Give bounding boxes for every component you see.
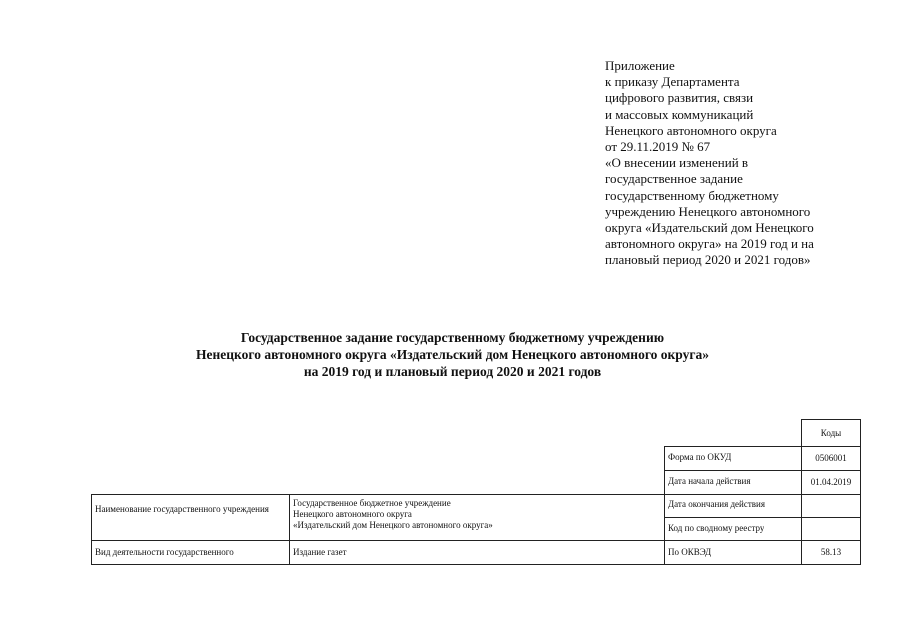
- registry-code-cell: [801, 517, 861, 540]
- appendix-line: цифрового развития, связи: [605, 90, 754, 106]
- title-line: Ненецкого автономного округа «Издательский дом Ненецкого автономного округа»: [196, 347, 709, 362]
- appendix-line: автономного округа» на 2019 год и на: [605, 236, 814, 252]
- institution-name-line: Государственное бюджетное учреждение: [293, 498, 451, 508]
- end-date-code-cell: [801, 494, 861, 517]
- appendix-line: Приложение: [605, 58, 675, 73]
- institution-name-label: Наименование государственного учреждения: [95, 504, 269, 514]
- title-line: на 2019 год и плановый период 2020 и 2021 годов: [303, 364, 602, 379]
- appendix-line: и массовых коммуникаций: [605, 106, 754, 122]
- start-date-code-cell: [801, 470, 861, 494]
- codes-header-cell: [801, 419, 861, 446]
- okud-label: Форма по ОКУД: [668, 452, 732, 462]
- activity-label: Вид деятельности государственного: [95, 547, 234, 557]
- appendix-line: Ненецкого автономного округа: [605, 122, 777, 138]
- start-date-label: Дата начала действия: [668, 476, 751, 486]
- okved-label: По ОКВЭД: [668, 547, 712, 557]
- title-line: Государственное задание государственному бюджетному учреждению: [240, 330, 665, 345]
- registry-label: Код по сводному реестру: [668, 523, 765, 533]
- appendix-block: [605, 58, 895, 269]
- codes-header: Коды: [820, 428, 842, 438]
- end-date-label: Дата окончания действия: [668, 499, 765, 509]
- document-title: [0, 329, 905, 380]
- appendix-line: округа «Издательский дом Ненецкого: [605, 220, 814, 236]
- okved-code-cell: [801, 540, 861, 565]
- institution-name-value: [293, 498, 663, 531]
- start-date-value: 01.04.2019: [810, 477, 852, 487]
- appendix-line: учреждению Ненецкого автономного: [605, 203, 811, 219]
- institution-name-line: «Издательский дом Ненецкого автономного округа»: [293, 520, 493, 530]
- okud-code-cell: [801, 446, 861, 470]
- appendix-line: «О внесении изменений в: [605, 155, 749, 171]
- appendix-line: государственному бюджетному: [605, 187, 779, 203]
- appendix-line: плановый период 2020 и 2021 годов»: [605, 252, 811, 268]
- okved-value: 58.13: [820, 547, 842, 557]
- activity-value: Издание газет: [293, 547, 347, 557]
- appendix-line: государственное задание: [605, 171, 743, 187]
- appendix-line: к приказу Департамента: [605, 74, 740, 90]
- institution-name-line: Ненецкого автономного округа: [293, 509, 412, 519]
- okud-value: 0506001: [815, 453, 847, 463]
- appendix-line: от 29.11.2019 № 67: [605, 139, 711, 155]
